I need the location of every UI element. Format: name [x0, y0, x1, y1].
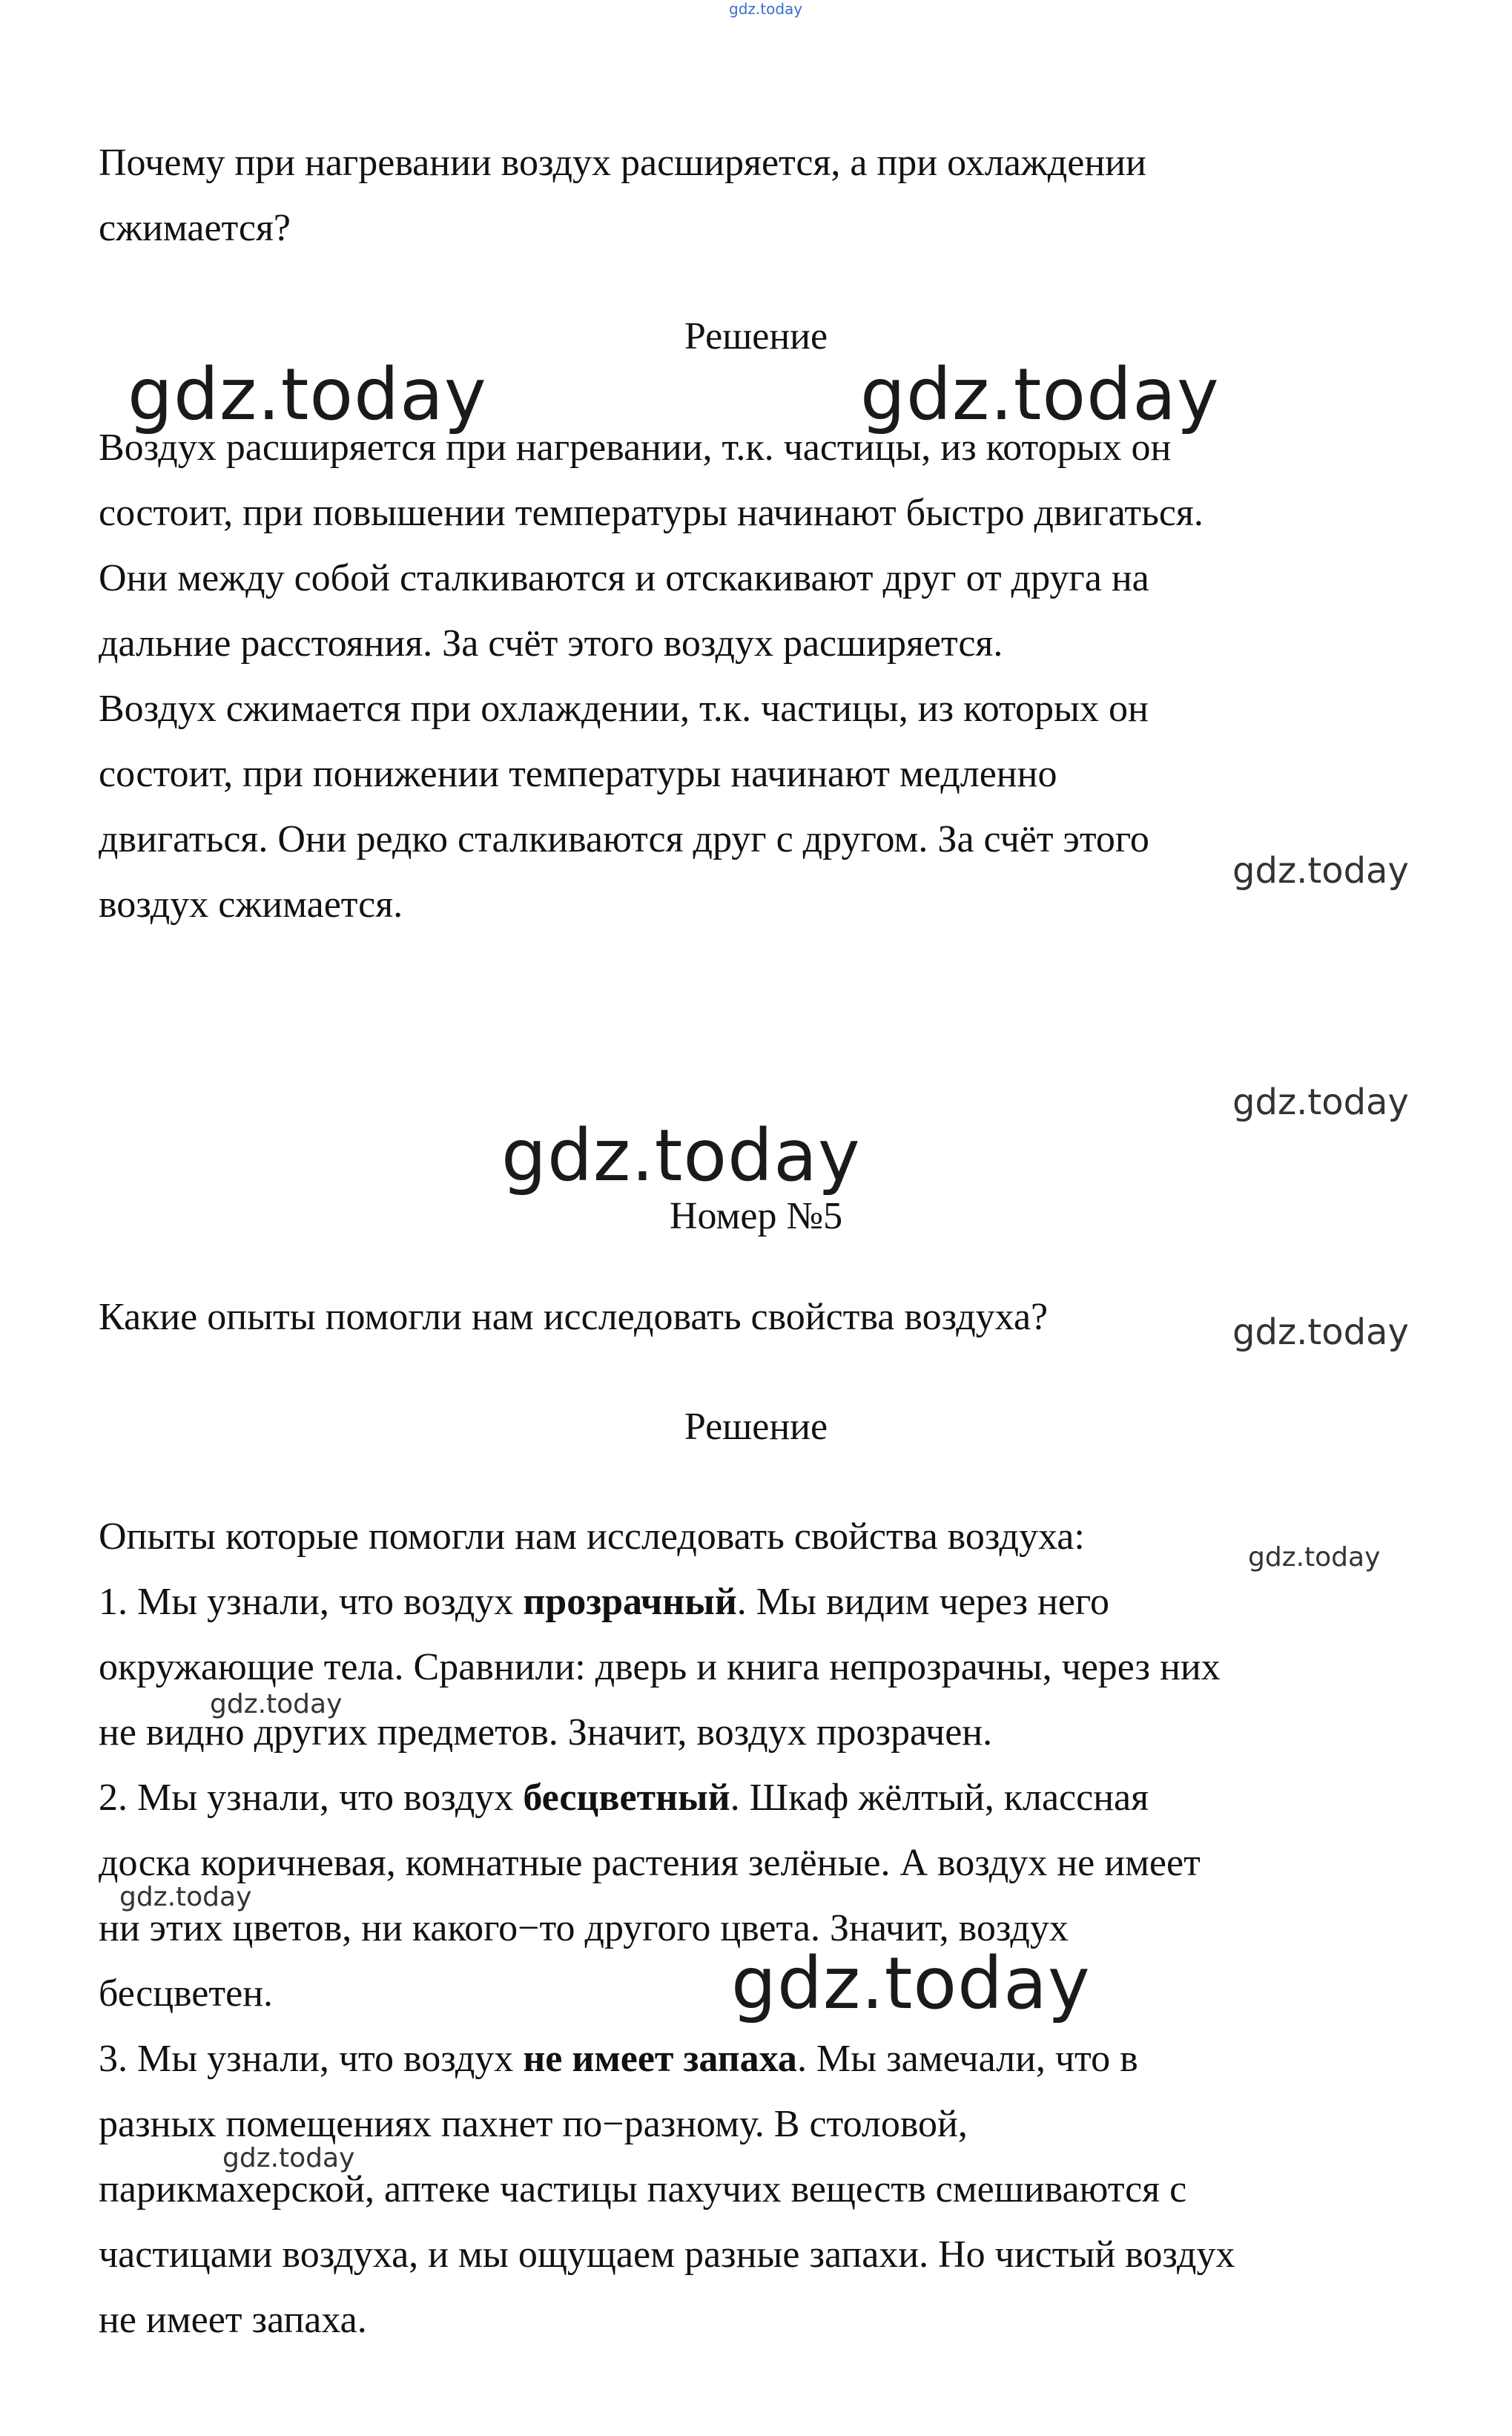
watermark-top: gdz.today: [729, 0, 803, 18]
property-colorless: бесцветный: [523, 1777, 730, 1819]
list-item-line: бесцветен.: [99, 1972, 274, 2015]
list-item-line: не видно других предметов. Значит, воздух прозрачен.: [99, 1711, 993, 1754]
watermark-small: gdz.today: [222, 2143, 355, 2173]
solution-heading-1: Решение: [684, 315, 828, 358]
answer-1-line: Воздух расширяется при нагревании, т.к. частицы, из которых он: [99, 427, 1172, 469]
list-item-3: 3. Мы узнали, что воздух не имеет запаха. Мы замечали, что в: [99, 2038, 1138, 2080]
list-item-line: доска коричневая, комнатные растения зелёные. А воздух не имеет: [99, 1842, 1201, 1884]
watermark-small: gdz.today: [119, 1882, 252, 1912]
answer-1-line: Воздух сжимается при охлаждении, т.к. частицы, из которых он: [99, 688, 1149, 730]
question-1: [99, 131, 1433, 261]
list-item-2: 2. Мы узнали, что воздух бесцветный. Шкаф жёлтый, классная: [99, 1777, 1149, 1819]
answer-1-line: состоит, при понижении температуры начинают медленно: [99, 753, 1057, 795]
watermark-big: gdz.today: [860, 353, 1220, 436]
number-heading: Номер №5: [669, 1195, 843, 1237]
watermark-big: gdz.today: [731, 1942, 1091, 2025]
watermark-medium: gdz.today: [1232, 1311, 1409, 1353]
question-1-line: Почему при нагревании воздух расширяется, а при охлаждении: [99, 142, 1146, 184]
question-1-line: сжимается?: [99, 207, 291, 249]
property-odorless: не имеет запаха: [523, 2038, 797, 2080]
answer-1-line: дальние расстояния. За счёт этого воздух расширяется.: [99, 622, 1003, 665]
answer-1-line: воздух сжимается.: [99, 883, 403, 926]
property-transparent: прозрачный: [523, 1581, 737, 1623]
answer-1-line: состоит, при повышении температуры начинают быстро двигаться.: [99, 492, 1204, 534]
list-item-line: ни этих цветов, ни какого−то другого цвета. Значит, воздух: [99, 1907, 1069, 1949]
solution-heading-2: Решение: [684, 1406, 828, 1448]
question-2-line: Какие опыты помогли нам исследовать свойства воздуха?: [99, 1296, 1049, 1338]
list-item-line: частицами воздуха, и мы ощущаем разные запахи. Но чистый воздух: [99, 2233, 1235, 2276]
list-item-line: окружающие тела. Сравнили: дверь и книга непрозрачны, через них: [99, 1646, 1221, 1688]
watermark-medium: gdz.today: [1232, 1082, 1409, 1123]
list-item-line: не имеет запаха.: [99, 2299, 367, 2341]
watermark-big: gdz.today: [501, 1114, 861, 1197]
answer-2-intro: Опыты которые помогли нам исследовать свойства воздуха:: [99, 1515, 1085, 1558]
watermark-big: gdz.today: [128, 353, 487, 436]
list-item-line: разных помещениях пахнет по−разному. В столовой,: [99, 2103, 968, 2145]
answer-1-line: Они между собой сталкиваются и отскакивают друг от друга на: [99, 557, 1149, 599]
answer-2: [99, 1504, 1433, 2353]
watermark-small: gdz.today: [1248, 1542, 1381, 1573]
list-item-1: 1. Мы узнали, что воздух прозрачный. Мы видим через него: [99, 1581, 1109, 1623]
list-item-line: парикмахерской, аптеке частицы пахучих веществ смешиваются с: [99, 2168, 1187, 2210]
watermark-small: gdz.today: [210, 1689, 343, 1719]
watermark-medium: gdz.today: [1232, 850, 1409, 892]
answer-1-line: двигаться. Они редко сталкиваются друг с другом. За счёт этого: [99, 818, 1149, 860]
